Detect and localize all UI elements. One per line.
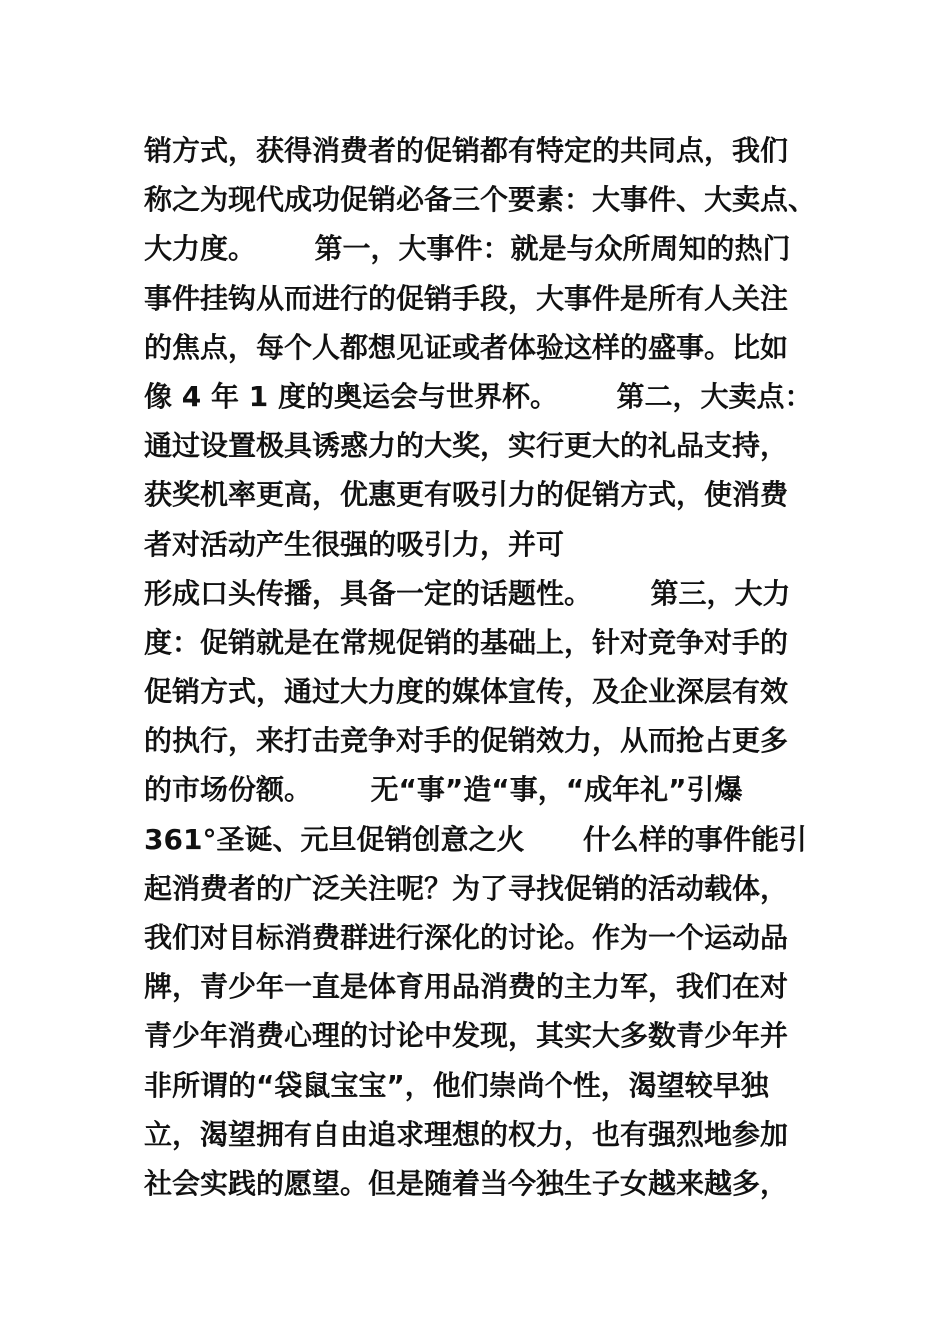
text-line: 立，渴望拥有自由追求理想的权力，也有强烈地参加	[144, 1117, 789, 1151]
text-line: 的市场份额。 无“事”造“事，“成年礼”引爆	[144, 773, 743, 807]
text-line: 者对活动产生很强的吸引力，并可	[144, 527, 565, 561]
text-line: 青少年消费心理的讨论中发现，其实大多数青少年并	[144, 1019, 789, 1053]
text-line: 销方式，获得消费者的促销都有特定的共同点，我们	[144, 134, 789, 167]
text-line: 大力度。 第一，大事件：就是与众所周知的热门	[144, 232, 791, 266]
text-line: 的执行，来打击竞争对手的促销效力，从而抢占更多	[144, 724, 789, 758]
text-line: 事件挂钩从而进行的促销手段，大事件是所有人关注	[144, 281, 789, 315]
text-line: 称之为现代成功促销必备三个要素：大事件、大卖点、	[144, 183, 817, 217]
text-line: 起消费者的广泛关注呢？为了寻找促销的活动载体，	[144, 871, 789, 905]
text-line: 非所谓的“袋鼠宝宝”，他们崇尚个性，渴望较早独	[144, 1068, 769, 1102]
body-text	[144, 126, 844, 1208]
text-line: 通过设置极具诱惑力的大奖，实行更大的礼品支持，	[144, 429, 789, 463]
text-line: 获奖机率更高，优惠更有吸引力的促销方式，使消费	[144, 478, 789, 512]
text-line: 361°圣诞、元旦促销创意之火 什么样的事件能引	[144, 822, 807, 856]
text-line: 像 4 年 1 度的奥运会与世界杯。 第二，大卖点：	[144, 379, 813, 413]
text-line: 度：促销就是在常规促销的基础上，针对竞争对手的	[144, 625, 789, 659]
text-line: 我们对目标消费群进行深化的讨论。作为一个运动品	[144, 921, 789, 954]
text-line: 社会实践的愿望。但是随着当今独生子女越来越多，	[144, 1166, 789, 1200]
text-line: 促销方式，通过大力度的媒体宣传，及企业深层有效	[144, 675, 789, 709]
text-line: 牌，青少年一直是体育用品消费的主力军，我们在对	[144, 970, 789, 1004]
text-line: 的焦点，每个人都想见证或者体验这样的盛事。比如	[144, 330, 789, 364]
text-line: 形成口头传播，具备一定的话题性。 第三，大力	[144, 576, 791, 610]
